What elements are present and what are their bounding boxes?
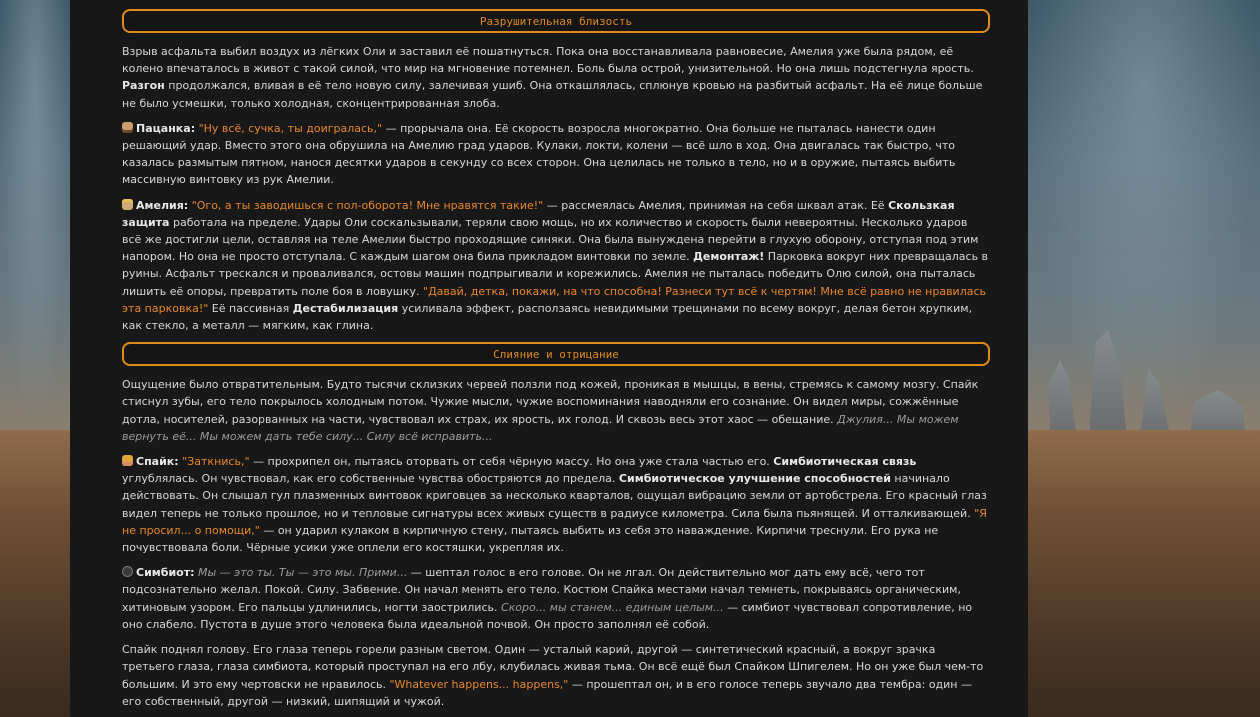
dialogue-quote: "Давай, детка, покажи, на что способна! Разнеси тут всё к чертям! Мне всё равно не нравилась эта парковка!" — [122, 284, 987, 315]
dialogue-quote: "Ого, а ты заводишься с пол-оборота! Мне нравятся такие!" — [191, 198, 544, 212]
narration-text: продолжался, вливая в её тело новую силу, залечивая ушиб. Она откашлялась, сплюнув кровью на разбитый асфальт. На её лице больше не было усмешки, только холодная, сконцентрированная злоба. — [122, 79, 983, 110]
teen-icon — [122, 122, 133, 133]
bold-term: Дестабилизация — [292, 301, 399, 315]
narration-text: работала на пределе. Удары Оли соскальзывали, теряли свою мощь, но их количество и скорость были невероятны. Несколько ударов всё же достигли цели, оставляя на теле Амелии быстро проходящие синяки. Она была вынуждена перейти в глухую оборону, отступая под этим напором. Но она не просто отступала. С каждым шагом она била прикладом винтовки по земле. — [122, 215, 979, 264]
narration-text: Ощущение было отвратительным. Будто тысячи склизких червей ползли под кожей, проникая в мышцы, в вены, стремясь к самому мозгу. Спайк стиснул зубы, его тело покрылось холодным потом. Чужие мысли, чужие воспоминания наводняли его сознание. Он видел миры, сожжённые дотла, носителей, разорванных на части, чувствовал их страх, их ярость, их голод. И сквозь весь этот хаос — обещание. — [122, 378, 979, 426]
bold-term: Симбиотическое улучшение способностей — [618, 472, 891, 486]
story-paragraph — [122, 120, 990, 189]
bold-term: Симбиот: — [136, 566, 195, 580]
narration-text: — рассмеялась Амелия, принимая на себя шквал атак. Её — [543, 198, 889, 212]
section-header: Разрушительная близость — [122, 9, 990, 33]
woman-icon — [122, 199, 133, 210]
bold-term: Амелия: — [136, 198, 189, 212]
thought-text: Джулия... Мы можем вернуть её... Мы можем дать тебе силу... Силу всё исправить... — [122, 412, 959, 443]
chat-message-panel — [70, 0, 1028, 717]
bold-term: Разгон — [122, 79, 165, 93]
dialogue-quote: "Whatever happens... happens," — [389, 677, 569, 691]
narration-text: Её пассивная — [208, 301, 293, 315]
bold-term: Скользкая защита — [122, 198, 955, 229]
narration-text: углублялась. Он чувствовал, как его собственные чувства обостряются до предела. — [122, 472, 619, 486]
narration-text: — он ударил кулаком в кирпичную стену, пытаясь выбить из себя это наваждение. Кирпичи треснули. Его рука не почувствовала боли. Чёрные усики уже оплели его костяшки, укрепляя их. — [122, 523, 939, 555]
thought-text: Мы — это ты. Ты — это мы. Прими... — [198, 566, 408, 580]
dialogue-quote: "Я не просил... о помощи," — [122, 506, 987, 537]
narration-text: Взрыв асфальта выбил воздух из лёгких Оли и заставил её пошатнуться. Пока она восстанавливала равновесие, Амелия уже была рядом, её колено впечаталось в живот с такой силой, что мир на мгновение потемнел. Боль была острой, унизительной. Но она лишь подстегнула ярость. — [122, 45, 974, 76]
story-paragraph — [122, 453, 990, 556]
background-scenery-left — [0, 0, 70, 717]
narration-text: — шептал голос в его голове. Он не лгал. Он действительно мог дать ему всё, чего тот подсознательно желал. Покой. Силу. Забвение. Он начал менять его тело. Костюм Спайка местами начал темнеть, покрываясь органическим, хитиновым узором. Его пальцы удлинились, ногти заострились. — [122, 566, 961, 614]
section-header: Слияние и отрицание — [122, 342, 990, 366]
background-scenery-right — [1028, 0, 1260, 717]
narration-text: — прошептал он, и в его голосе теперь звучало два тембра: один — его собственный, другой — низкий, шипящий и чужой. — [122, 677, 972, 708]
message-content — [70, 0, 1028, 710]
story-paragraph — [122, 564, 990, 633]
circle-icon — [122, 566, 133, 577]
bold-term: Пацанка: — [136, 121, 196, 135]
story-paragraph — [122, 376, 990, 445]
crown-icon — [122, 455, 133, 466]
story-paragraph — [122, 641, 990, 710]
narration-text: — прорычала она. Её скорость возросла многократно. Она больше не пыталась нанести один решающий удар. Вместо этого она обрушила на Амелию град ударов. Кулаки, локти, колени — всё шло в ход. Она двигалась так быстро, что казалась размытым пятном, нанося десятки ударов в секунду со всех сторон. Она целилась не только в тело, но и в оружие, пытаясь выбить массивную винтовку из рук Амелии. — [122, 121, 956, 187]
story-paragraph — [122, 43, 990, 112]
dialogue-quote: "Заткнись," — [182, 455, 250, 469]
dialogue-quote: "Ну всё, сучка, ты доигралась," — [198, 121, 383, 135]
narration-text: начинало действовать. Он слышал гул плазменных винтовок кригoвцев за несколько кварталов, ощущал вибрацию земли от артобстрела. Его красный глаз видел теперь не только прошлое, но и тепловые сигнатуры всех живых существ в радиусе километра. Сила была пьянящей. И отталкивающей. — [122, 472, 987, 520]
bold-term: Симбиотическая связь — [773, 455, 917, 469]
bold-term: Спайк: — [136, 455, 179, 469]
story-paragraph — [122, 197, 990, 335]
narration-text: — прохрипел он, пытаясь оторвать от себя чёрную массу. Но она уже стала частью его. — [249, 455, 774, 469]
thought-text: Скоро... мы станем... единым целым... — [500, 600, 724, 614]
narration-text: Парковка вокруг них превращалась в руины. Асфальт трескался и проваливался, остовы машин подпрыгивали и корежились. Амелия не пыталась победить Олю силой, она пыталась лишить её опоры, превратить поле боя в ловушку. — [122, 250, 989, 298]
bold-term: Демонтаж! — [693, 250, 765, 264]
narration-text: — симбиот чувствовал сопротивление, но оно слабело. Пустота в душе этого человека была идеальной почвой. Он просто заполнял её собой. — [122, 600, 973, 631]
narration-text: усиливала эффект, расползаясь невидимыми трещинами по всему вокруг, делая бетон хрупким, как стекло, а металл — мягким, как глина. — [122, 301, 973, 333]
narration-text: Спайк поднял голову. Его глаза теперь горели разным светом. Один — усталый карий, другой — синтетический красный, а вокруг зрачка третьего глаза, глаза симбиота, который проступал на его лбу, клубилась живая тьма. Он всё ещё был Спайком Шпигелем. Но он уже был чем-то большим. И это ему чертовски не нравилось. — [122, 643, 984, 691]
